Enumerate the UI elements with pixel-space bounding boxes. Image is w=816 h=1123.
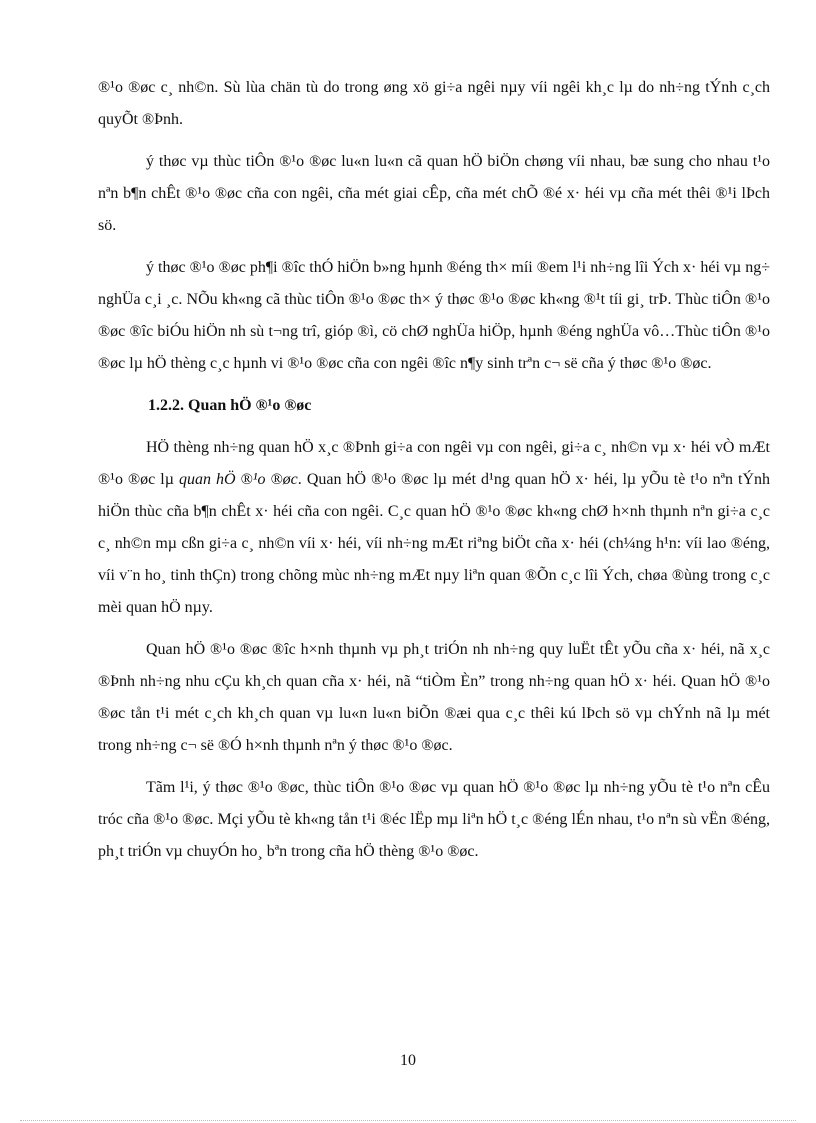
page-number: 10 [400,1052,416,1069]
paragraph-text: . Quan hÖ ®¹o ®øc lµ mét d¹ng quan hÖ x· héi, lµ yÕu tè t¹o nªn tÝnh hiÖn thùc cña b¶n chÊt x· héi cña con ngêi. C¸c quan hÖ ®¹o ®øc kh«ng chØ h×nh thµnh nªn gi÷a c¸c c¸ nh©n mµ cßn gi÷a c¸ nh©n víi x· héi, víi nh÷ng mÆt riªng biÖt cña x· héi (ch¼ng h¹n: víi lao ®éng, víi v¨n ho¸ tinh thÇn) trong chõng mùc nh÷ng mÆt nµy liªn quan ®Õn c¸c lîi Ých, chøa ®ùng trong c¸c mèi quan hÖ nµy. [98,471,771,616]
paragraph [98,432,770,624]
page-bottom-border [20,1120,796,1121]
paragraph: ®¹o ®øc c¸ nh©n. Sù lùa chän tù do trong øng xö gi÷a ngêi nµy víi ngêi kh¸c lµ do nh÷ng tÝnh c¸ch quyÕt ®Þnh. [98,79,770,128]
paragraph: Tãm l¹i, ý thøc ®¹o ®øc, thùc tiÔn ®¹o ®øc vµ quan hÖ ®¹o ®øc lµ nh÷ng yÕu tè t¹o nªn cÊu tróc cña ®¹o ®øc. Mçi yÕu tè kh«ng tån t¹i ®éc lËp mµ liªn hÖ t¸c ®éng lÉn nhau, t¹o nªn sù vËn ®éng, ph¸t triÓn vµ chuyÓn ho¸ bªn trong cña hÖ thèng ®¹o ®øc. [98,779,770,860]
paragraph: ý thøc vµ thùc tiÔn ®¹o ®øc lu«n lu«n cã quan hÖ biÖn chøng víi nhau, bæ sung cho nhau t¹o nªn b¶n chÊt ®¹o ®øc cña con ngêi, cña mét giai cÊp, cña mét chÕ ®é x· héi vµ cña mét thêi ®¹i lÞch sö. [98,153,770,234]
paragraph: Quan hÖ ®¹o ®øc ®îc h×nh thµnh vµ ph¸t triÓn nh nh÷ng quy luËt tÊt yÕu cña x· héi, nã x¸c ®Þnh nh÷ng nhu cÇu kh¸ch quan cña x· héi, nã “tiÒm Èn” trong nh÷ng quan hÖ x· héi. Quan hÖ ®¹o ®øc tån t¹i mét c¸ch kh¸ch quan vµ lu«n lu«n biÕn ®æi qua c¸c thêi kú lÞch sö vµ chÝnh nã lµ mét trong nh÷ng c¬ së ®Ó h×nh thµnh nªn ý thøc ®¹o ®øc. [98,641,770,754]
paragraph-text: HÖ thèng nh÷ng quan hÖ x¸c ®Þnh gi÷a con ngêi vµ con ngêi, gi÷a c¸ nh©n vµ x· héi vÒ mÆt ®¹o ®øc lµ [98,439,770,488]
emphasis-term: quan hÖ ®¹o ®øc [178,471,298,488]
section-heading: 1.2.2. Quan hÖ ®¹o ®øc [148,397,312,414]
paragraph: ý thøc ®¹o ®øc ph¶i ®îc thÓ hiÖn b»ng hµnh ®éng th× míi ®em l¹i nh÷ng lîi Ých x· héi vµ ng÷ nghÜa c¸i ¸c. NÕu kh«ng cã thùc tiÔn ®¹o ®øc th× ý thøc ®¹o ®øc kh«ng ®¹t tíi gi¸ trÞ. Thùc tiÔn ®¹o ®øc ®îc biÓu hiÖn nh sù t¬ng trî, gióp ®ì, cö chØ nghÜa hiÖp, hµnh ®éng nghÜa vô…Thùc tiÔn ®¹o ®øc lµ hÖ thèng c¸c hµnh vi ®¹o ®øc cña con ngêi ®îc n¶y sinh trªn c¬ së cña ý thøc ®¹o ®øc. [98,259,770,372]
document-body [98,72,770,878]
